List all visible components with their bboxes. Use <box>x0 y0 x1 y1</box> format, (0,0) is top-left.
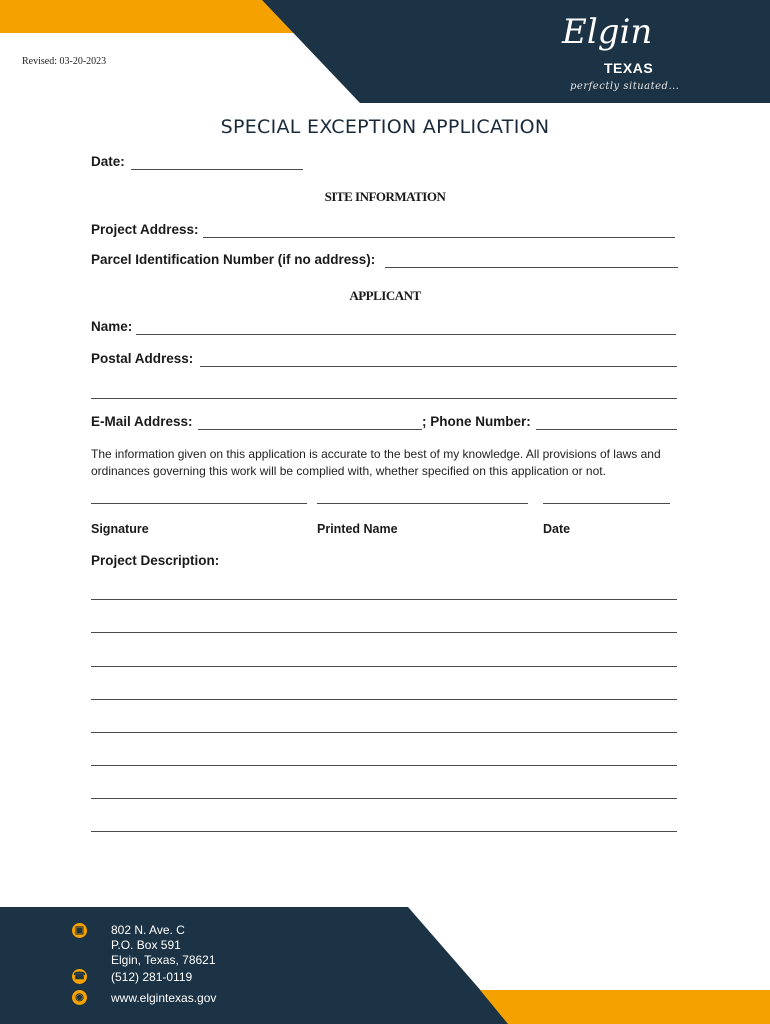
logo-tagline: perfectly situated... <box>570 81 680 92</box>
description-line[interactable] <box>91 666 677 667</box>
footer-orange-band <box>480 990 770 1024</box>
description-line[interactable] <box>91 599 677 600</box>
header-navy-band <box>262 0 770 103</box>
building-icon: ▣ <box>72 923 87 938</box>
footer-website-link[interactable]: www.elgintexas.gov <box>111 991 217 1005</box>
elgin-logo <box>560 10 680 100</box>
footer-address-line3: Elgin, Texas, 78621 <box>111 953 216 967</box>
description-line[interactable] <box>91 798 677 799</box>
email-field[interactable] <box>198 429 422 430</box>
project-address-label: Project Address: <box>91 222 199 237</box>
date-label: Date: <box>91 154 125 169</box>
project-description-label: Project Description: <box>91 553 220 568</box>
certification-statement: The information given on this application is accurate to the best of my knowledge. All provisions of laws and ordinances governing this work will be complied with, whether specified on this application or not. <box>91 447 661 478</box>
phone-label: ; Phone Number: <box>422 414 531 429</box>
name-label: Name: <box>91 319 133 334</box>
page-title: SPECIAL EXCEPTION APPLICATION <box>220 116 550 138</box>
signature-field[interactable] <box>91 503 307 504</box>
phone-icon: ☎ <box>73 971 86 982</box>
applicant-heading: APPLICANT <box>349 288 421 303</box>
email-label: E-Mail Address: <box>91 414 193 429</box>
postal-address-field[interactable] <box>200 366 677 367</box>
description-line[interactable] <box>91 732 677 733</box>
printed-name-label: Printed Name <box>317 522 398 536</box>
name-field[interactable] <box>136 334 676 335</box>
signature-date-label: Date <box>543 522 571 536</box>
site-info-heading: SITE INFORMATION <box>324 189 446 204</box>
parcel-id-label: Parcel Identification Number (if no address): <box>91 252 376 267</box>
date-field[interactable] <box>131 169 303 170</box>
parcel-id-field[interactable] <box>385 267 678 268</box>
footer-address-line2: P.O. Box 591 <box>111 938 181 952</box>
description-line[interactable] <box>91 765 677 766</box>
description-line[interactable] <box>91 632 677 633</box>
footer-address-line1: 802 N. Ave. C <box>111 923 185 937</box>
signature-label: Signature <box>91 522 149 536</box>
globe-icon: ◉ <box>72 990 87 1005</box>
signature-date-field[interactable] <box>543 503 670 504</box>
footer-phone[interactable]: (512) 281-0119 <box>111 970 193 984</box>
project-address-field[interactable] <box>203 237 675 238</box>
description-line[interactable] <box>91 699 677 700</box>
postal-address-label: Postal Address: <box>91 351 194 366</box>
printed-name-field[interactable] <box>317 503 528 504</box>
description-line[interactable] <box>91 831 677 832</box>
revised-date: Revised: 03-20-2023 <box>22 56 107 67</box>
phone-field[interactable] <box>536 429 677 430</box>
postal-address-field-line2[interactable] <box>91 398 677 399</box>
logo-wordmark: Elgin <box>562 12 653 52</box>
logo-state: TEXAS <box>604 60 654 76</box>
